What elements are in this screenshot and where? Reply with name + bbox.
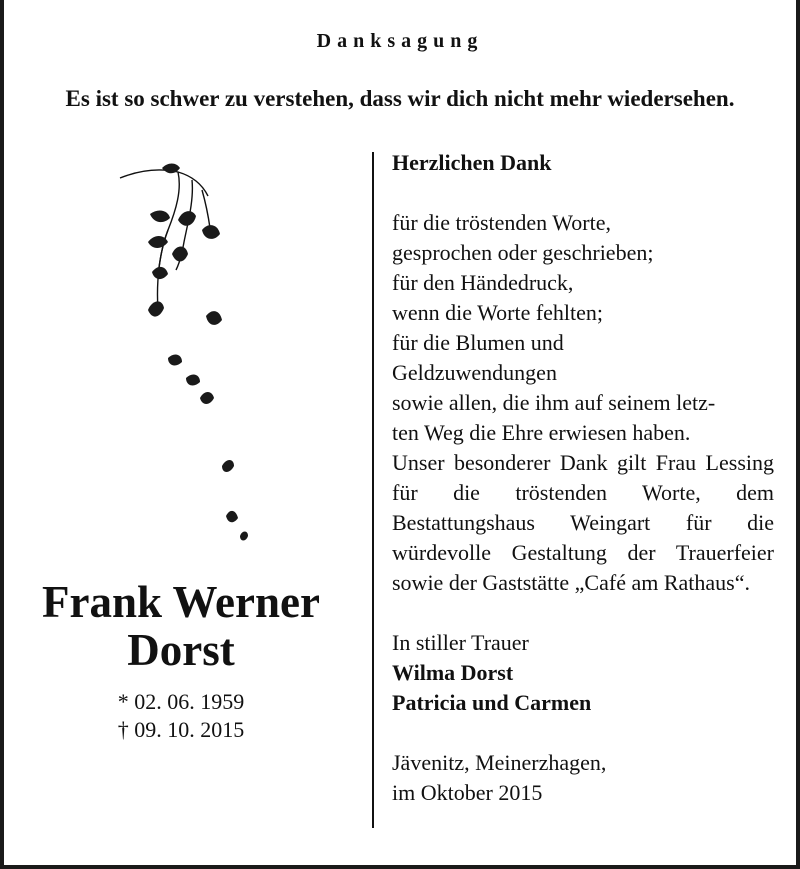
thanks-line: für die Blumen und: [392, 330, 564, 355]
deceased-name-line2: Dorst: [127, 625, 235, 675]
thanks-line: für die tröstenden Worte,: [392, 210, 611, 235]
birch-branch-icon: [110, 150, 280, 560]
place-line: Jävenitz, Meinerzhagen,: [392, 750, 607, 775]
signature-name: Patricia und Carmen: [392, 690, 592, 715]
deceased-name-line1: Frank Werner: [42, 577, 320, 627]
thanks-line: gesprochen oder geschrieben;: [392, 240, 654, 265]
thanks-line: sowie allen, die ihm auf seinem letz-: [392, 390, 716, 415]
date-line: im Oktober 2015: [392, 780, 543, 805]
signature-name: Wilma Dorst: [392, 660, 514, 685]
death-date: † 09. 10. 2015: [117, 717, 245, 742]
birth-date: * 02. 06. 1959: [117, 689, 245, 714]
deceased-name: [0, 578, 362, 674]
special-thanks: Unser besonderer Dank gilt Frau Lessing für die tröstenden Worte, dem Bestattungshaus Weingart für die würdevolle Gestaltung der Trauerfeier sowie der Gaststätte „Café am Rathaus“.: [392, 450, 774, 595]
notice-heading: Danksagung: [316, 30, 484, 52]
thanks-line: Geldzuwendungen: [392, 360, 557, 385]
life-dates: [0, 688, 362, 744]
thanks-title: Herzlichen Dank: [392, 150, 552, 175]
column-divider: [372, 152, 374, 828]
notice-motto: Es ist so schwer zu verstehen, dass wir dich nicht mehr wiedersehen.: [65, 86, 735, 111]
thanks-column: [392, 148, 774, 808]
thanks-line: ten Weg die Ehre erwiesen haben.: [392, 420, 691, 445]
signature-intro: In stiller Trauer: [392, 630, 529, 655]
thanks-line: für den Händedruck,: [392, 270, 574, 295]
thanks-line: wenn die Worte fehlten;: [392, 300, 604, 325]
